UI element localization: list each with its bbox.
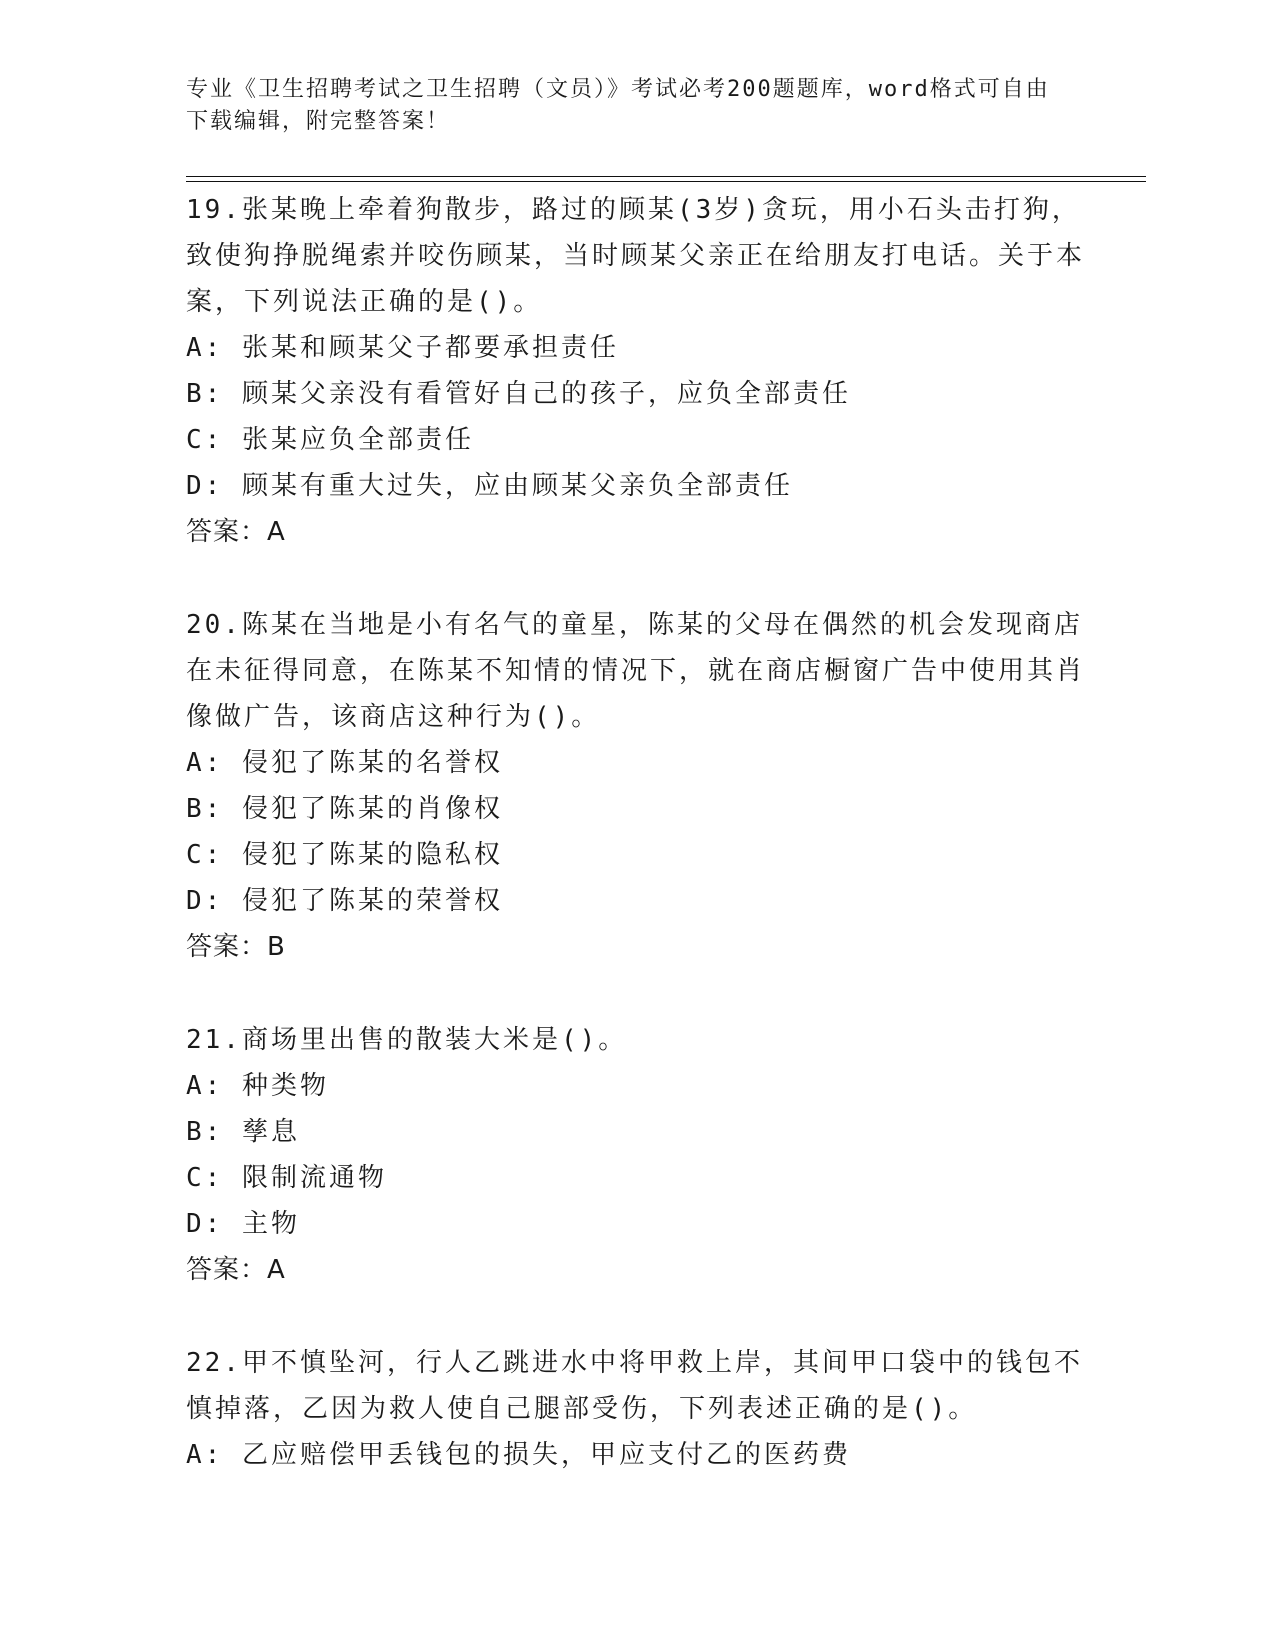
question-19 bbox=[186, 187, 1086, 555]
option-d: D: 侵犯了陈某的荣誉权 bbox=[186, 886, 503, 916]
option-b: B: 侵犯了陈某的肖像权 bbox=[186, 794, 503, 824]
document-header: 专业《卫生招聘考试之卫生招聘（文员）》考试必考200题题库，word格式可自由下载编辑，附完整答案！ bbox=[186, 77, 1050, 134]
header-divider-top bbox=[186, 176, 1146, 177]
question-22 bbox=[186, 1340, 1086, 1478]
option-d: D: 顾某有重大过失，应由顾某父亲负全部责任 bbox=[186, 471, 793, 501]
question-stem: 20.陈某在当地是小有名气的童星，陈某的父母在偶然的机会发现商店在未征得同意，在陈某不知情的情况下，就在商店橱窗广告中使用其肖像做广告，该商店这种行为()。 bbox=[186, 610, 1086, 732]
option-a: A: 种类物 bbox=[186, 1071, 329, 1101]
question-list bbox=[186, 187, 1086, 1525]
question-21 bbox=[186, 1017, 1086, 1293]
header-divider-bottom bbox=[186, 181, 1146, 182]
option-a: A: 乙应赔偿甲丢钱包的损失，甲应支付乙的医药费 bbox=[186, 1440, 851, 1470]
option-c: C: 张某应负全部责任 bbox=[186, 425, 474, 455]
option-d: D: 主物 bbox=[186, 1209, 300, 1239]
question-stem: 21.商场里出售的散装大米是()。 bbox=[186, 1025, 628, 1055]
answer-line: 答案：B bbox=[186, 932, 286, 962]
option-b: B: 孳息 bbox=[186, 1117, 300, 1147]
answer-line: 答案：A bbox=[186, 517, 286, 547]
option-c: C: 限制流通物 bbox=[186, 1163, 387, 1193]
option-c: C: 侵犯了陈某的隐私权 bbox=[186, 840, 503, 870]
answer-line: 答案：A bbox=[186, 1255, 286, 1285]
option-a: A: 侵犯了陈某的名誉权 bbox=[186, 748, 503, 778]
question-stem: 22.甲不慎坠河，行人乙跳进水中将甲救上岸，其间甲口袋中的钱包不慎掉落，乙因为救人使自己腿部受伤，下列表述正确的是()。 bbox=[186, 1348, 1083, 1424]
question-20 bbox=[186, 602, 1086, 970]
question-stem: 19.张某晚上牵着狗散步，路过的顾某(3岁)贪玩，用小石头击打狗，致使狗挣脱绳索并咬伤顾某，当时顾某父亲正在给朋友打电话。关于本案，下列说法正确的是()。 bbox=[186, 195, 1086, 317]
option-b: B: 顾某父亲没有看管好自己的孩子，应负全部责任 bbox=[186, 379, 851, 409]
option-a: A: 张某和顾某父子都要承担责任 bbox=[186, 333, 619, 363]
